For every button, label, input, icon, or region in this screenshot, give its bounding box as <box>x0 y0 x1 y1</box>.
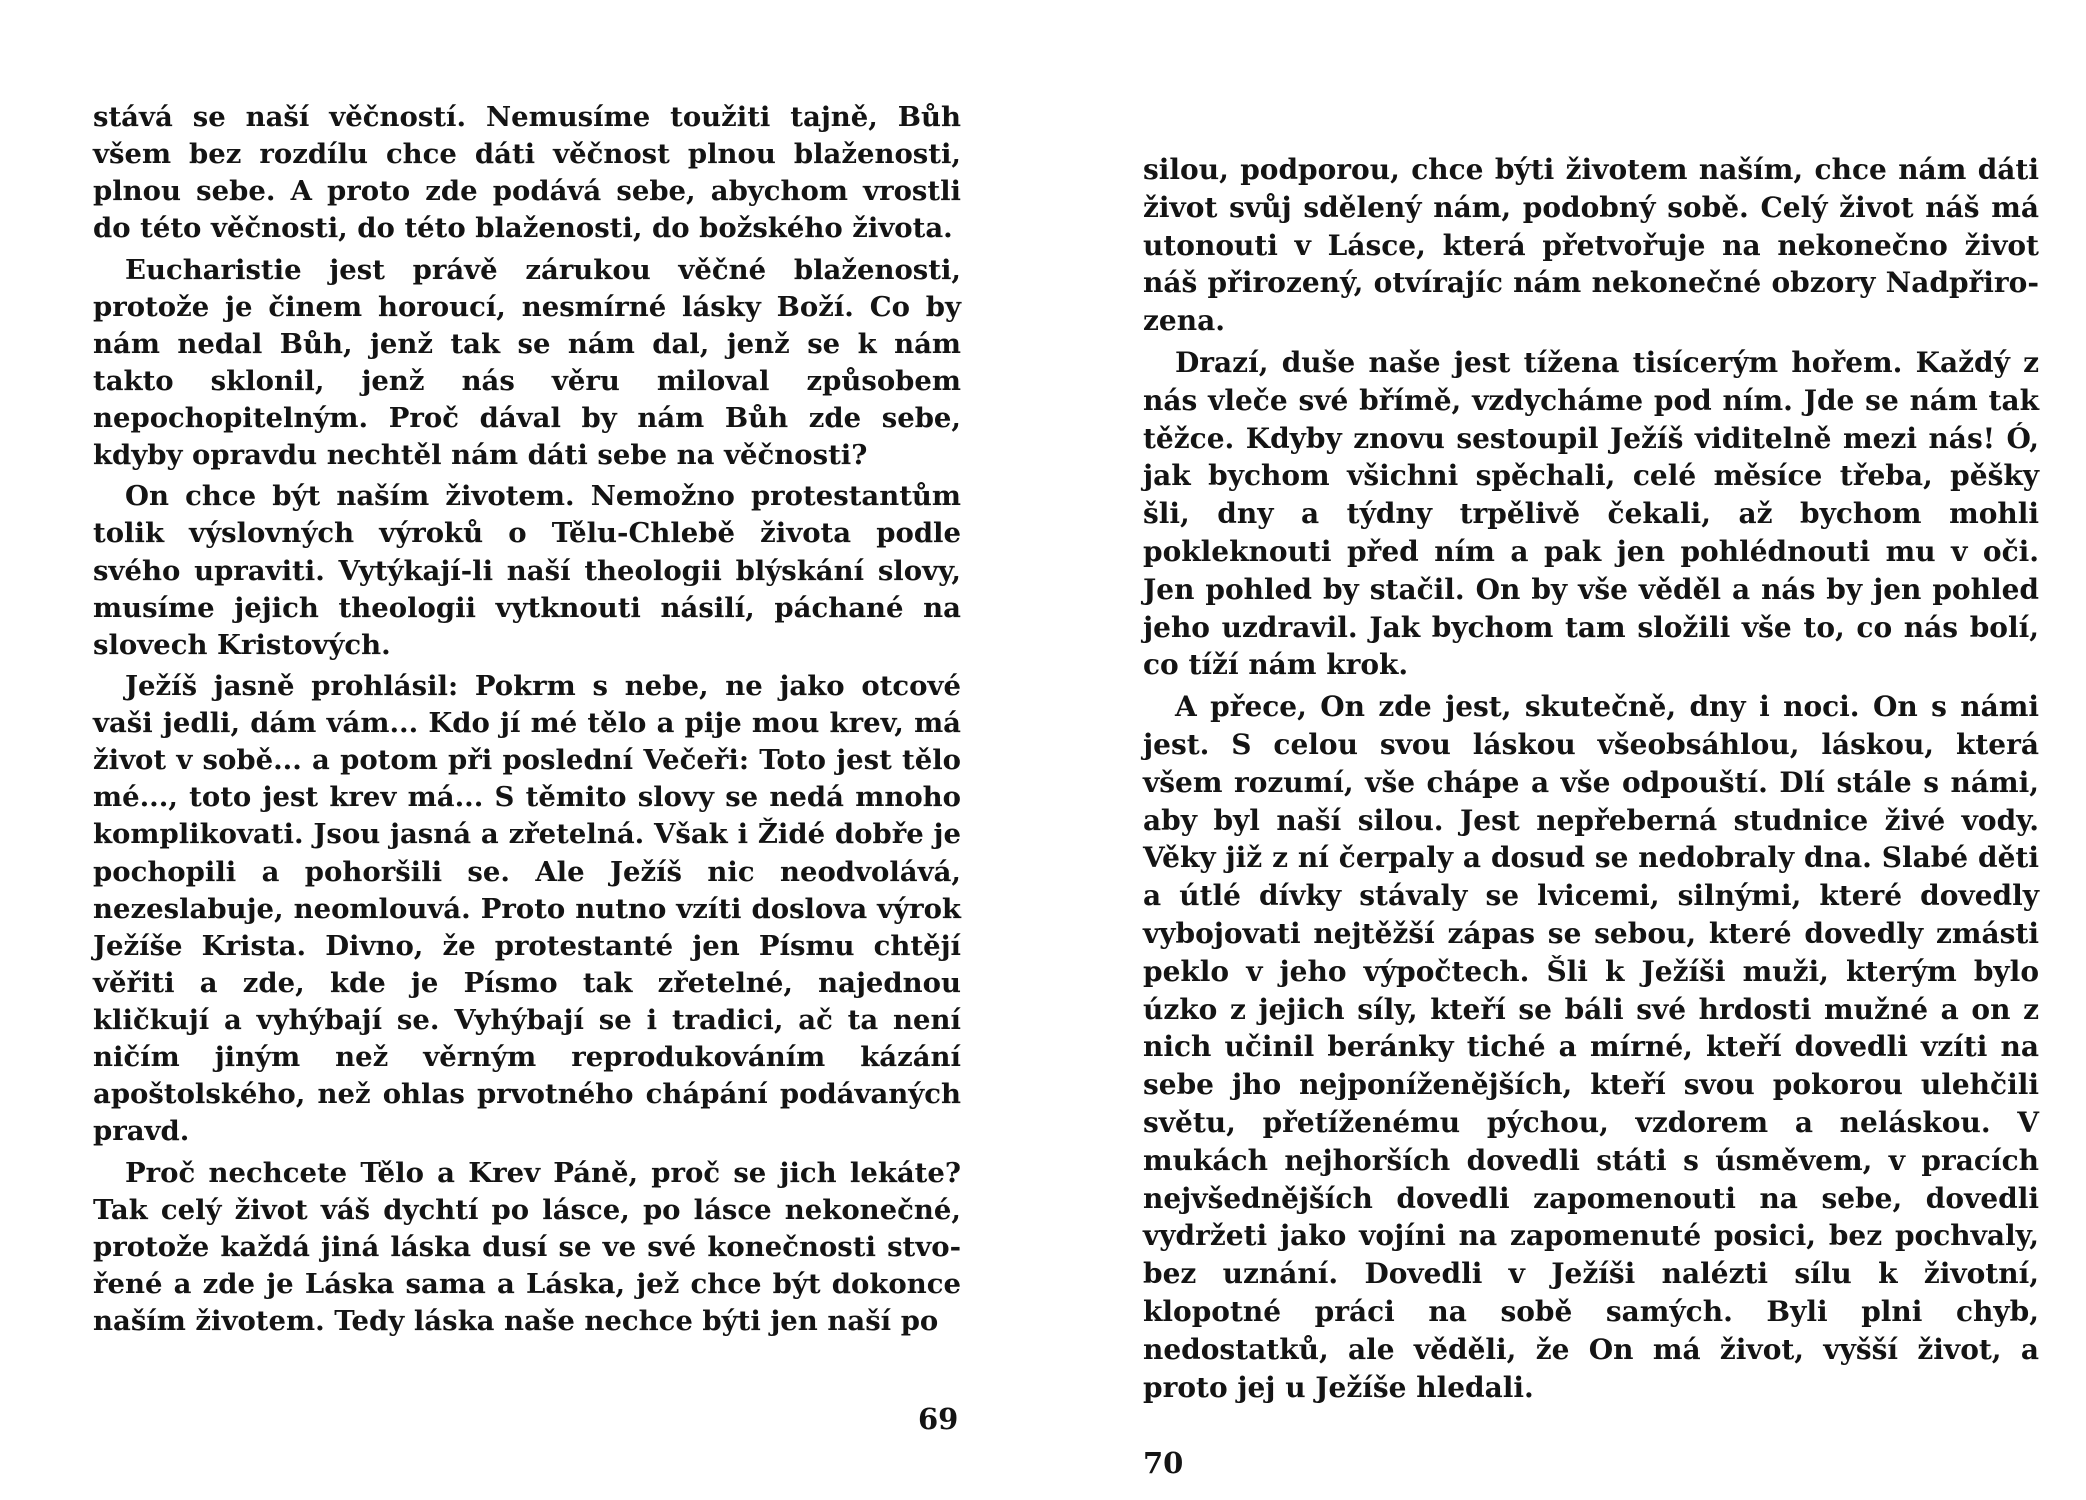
left-paragraph-1: stává se naší věčností. Nemusíme toužiti tajně, Bůh všem bez rozdílu chce dáti věčnost plnou blaženosti, plnou sebe. A proto zde podává sebe, abychom vrostli do této věčnosti, do této blaženosti, do božského života. <box>93 101 961 245</box>
left-paragraph-3: On chce být naším životem. Nemožno protestantům tolik výslovných výroků o Tělu-Chlebě života podle svého upraviti. Vytýkají-li naší theologii blýskání slovy, musíme jejich theologii vytknouti násilí, páchané na slovech Kristových. <box>93 480 961 661</box>
right-paragraph-3: A přece, On zde jest, skutečně, dny i noci. On s námi jest. S celou svou láskou všeobsáhlou, láskou, která všem rozumí, vše chápe a vše odpouští. Dlí stále s námi, aby byl naší silou. Jest nepřeberná studnice živé vody. Věky již z ní čerpaly a dosud se nedobraly dna. Slabé děti a útlé dívky stávaly se lvicemi, silnými, které dovedly vybojovati nejtěžší zápas se sebou, které dovedly zmásti peklo v jeho výpočtech. Šli k Ježíši muži, kterým bylo úzko z jejich síly, kteří se báli své hrdosti mužné a on z nich učinil beránky tiché a mírné, kteří dovedli vzíti na sebe jho nejponíženějších, kteří svou pokorou ulehčili světu, přetíženému pýchou, vzdorem a neláskou. V mukách nejhorších dovedli státi s úsměvem, v pracích nejvšednějších dovedli zapomenouti na sebe, dovedli vydržeti jako vojíni na zapomenuté posici, bez pochvaly, bez uznání. Dovedli v Ježíši nalézti sílu k životní, klopotné práci na sobě samých. Byli plni chyb, nedostatků, ale věděli, že On má život, vyšší život, a proto jej u Ježíše hledali. <box>1143 690 2039 1404</box>
left-page-number: 69 <box>918 1402 959 1436</box>
right-paragraph-2: Drazí, duše naše jest tížena tisícerým hořem. Každý z nás vleče své břímě, vzdycháme pod ním. Jde se nám tak těžce. Kdyby znovu sestoupil Ježíš viditelně mezi nás! Ó, jak bychom všichni spěchali, celé měsíce třeba, pěšky šli, dny a týdny trpělivě čekali, až bychom mohli pokleknouti před ním a pak jen pohlédnouti mu v oči. Jen pohled by stačil. On by vše věděl a nás by jen pohled jeho uzdravil. Jak bychom tam složili vše to, co nás bolí, co tíží nám krok. <box>1143 345 2039 682</box>
left-paragraph-5: Proč nechcete Tělo a Krev Páně, proč se jich lekáte? Tak celý život váš dychtí po lásce, po lásce nekonečné, protože každá jiná láska dusí se ve své konečnosti stvořené a zde je Láska sama a Láska, jež chce být dokonce naším životem. Tedy láska naše nechce býti jen naší po <box>93 1156 961 1337</box>
left-paragraph-4: Ježíš jasně prohlásil: Pokrm s nebe, ne jako otcové vaši jedli, dám vám... Kdo jí mé tělo a pije mou krev, má život v sobě... a potom při poslední Večeři: Toto jest tělo mé..., toto jest krev má... S těmito slovy se nedá mnoho komplikovati. Jsou jasná a zřetelná. Však i Židé dobře je pochopili a pohoršili se. Ale Ježíš nic neodvolává, nezeslabuje, neomlouvá. Proto nutno vzíti doslova výrok Ježíše Krista. Divno, že protestanté jen Písmu chtějí věřiti a zde, kde je Písmo tak zřetelné, najednou kličkují a vyhýbají se. Vyhýbají se i tradici, ač ta není ničím jiným než věrným reprodukováním kázání apoštolského, než ohlas prvotného chápání podávaných pravd. <box>93 669 961 1148</box>
right-page-text <box>1143 151 2039 1410</box>
right-page-number: 70 <box>1143 1446 1184 1480</box>
left-paragraph-2: Eucharistie jest právě zárukou věčné blaženosti, protože je činem horoucí, nesmírné lásky Boží. Co by nám nedal Bůh, jenž tak se nám dal, jenž se k nám takto sklonil, jenž nás věru miloval způsobem nepochopitelným. Proč dával by nám Bůh zde sebe, kdyby opravdu nechtěl nám dáti sebe na věčnosti? <box>93 253 961 472</box>
right-page <box>1043 0 2086 1500</box>
right-paragraph-1: silou, podporou, chce býti životem naším, chce nám dáti život svůj sdělený nám, podobný sobě. Celý život náš má utonouti v Lásce, která přetvořuje na nekonečno život náš přirozený, otvírajíc nám nekonečné obzory Nadpřirozena. <box>1143 153 2039 338</box>
left-page-text <box>93 99 961 1344</box>
